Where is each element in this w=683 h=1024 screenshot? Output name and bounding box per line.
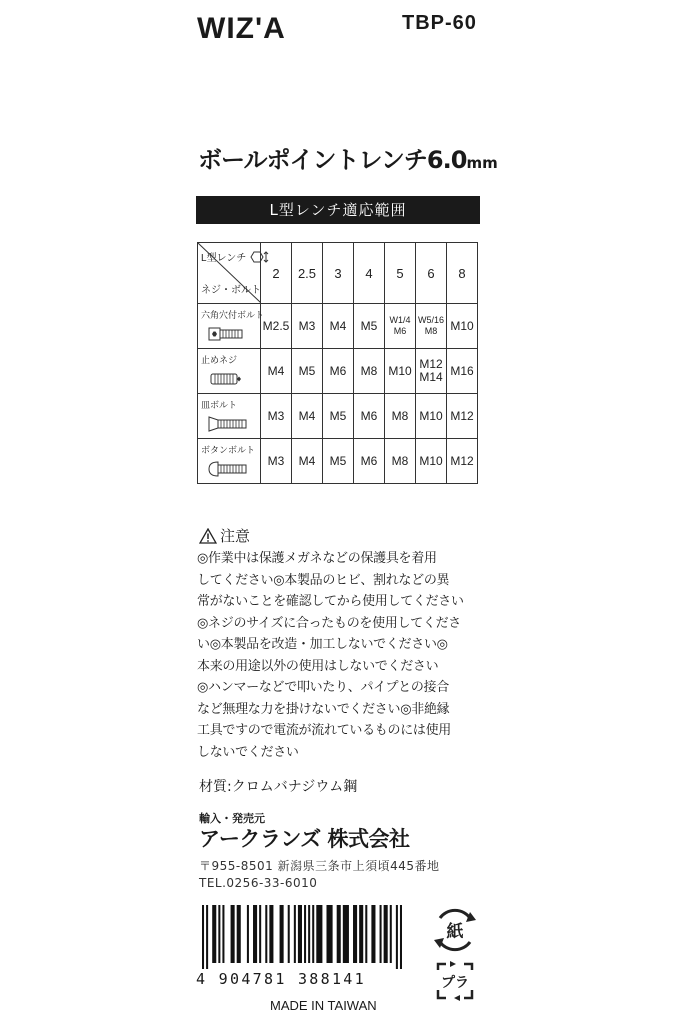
barcode-bar [294, 905, 296, 963]
barcode-image [196, 905, 408, 969]
barcode-bar [280, 905, 284, 963]
barcode-bar [337, 905, 341, 963]
table-cell: M4 [292, 394, 323, 439]
table-cell: M12 M14 [416, 349, 447, 394]
barcode-bar [312, 905, 314, 963]
table-cell: M6 [323, 349, 354, 394]
barcode-bar [353, 905, 357, 963]
socket-head-bolt-icon [208, 326, 244, 342]
table-cell: M4 [261, 349, 292, 394]
hex-wrench-icon [249, 251, 269, 263]
column-header: 8 [447, 243, 478, 304]
table-cell: W1/4 M6 [385, 304, 416, 349]
table-cell: M8 [385, 439, 416, 484]
table-cell: M10 [447, 304, 478, 349]
caution-line: 本来の用途以外の使用はしないでください [197, 658, 439, 674]
table-cell: M16 [447, 349, 478, 394]
table-row [198, 439, 478, 484]
table-cell: M10 [416, 394, 447, 439]
barcode-bar [396, 905, 398, 969]
table-cell: M5 [354, 304, 385, 349]
table-corner-cell [198, 243, 261, 304]
button-head-bolt-icon [208, 461, 248, 477]
product-unit: mm [466, 154, 498, 172]
row-header [198, 349, 261, 394]
caution-line: など無理な力を掛けないでください◎非絶縁 [197, 701, 450, 717]
caution-title: 注意 [220, 527, 251, 545]
row-label: 六角穴付ボルト [201, 310, 265, 320]
table-row [198, 394, 478, 439]
caution-line: ◎ネジのサイズに合ったものを使用してくださ [197, 615, 462, 631]
flat-head-bolt-icon [208, 416, 248, 432]
caution-line: してください◎本製品のヒビ、割れなどの異 [197, 572, 450, 588]
table-cell: M8 [354, 349, 385, 394]
barcode-bar [380, 905, 382, 963]
caution-line: しないでください [197, 744, 299, 760]
row-label: 止めネジ [201, 355, 238, 365]
barcode-bar [265, 905, 267, 963]
company-name: アークランズ 株式会社 [199, 827, 410, 851]
table-cell: M10 [385, 349, 416, 394]
table-cell: M8 [385, 394, 416, 439]
product-title [198, 140, 498, 175]
barcode-bar [288, 905, 290, 963]
table-cell: M4 [323, 304, 354, 349]
table-cell: M4 [292, 439, 323, 484]
barcode-bar [212, 905, 216, 963]
table-cell: M6 [354, 394, 385, 439]
table-cell: M3 [261, 394, 292, 439]
row-label: ボタンボルト [201, 445, 256, 455]
row-header [198, 394, 261, 439]
column-header: 2.5 [292, 243, 323, 304]
plastic-recycle-label: プラ [441, 975, 469, 991]
barcode-bar [237, 905, 241, 963]
importer-label: 輸入・発売元 [199, 812, 265, 825]
column-header: 6 [416, 243, 447, 304]
caution-line: 常がないことを確認してから使用してください [197, 594, 464, 609]
table-cell: W5/16 M8 [416, 304, 447, 349]
table-cell: M2.5 [261, 304, 292, 349]
barcode-bar [269, 905, 273, 963]
table-cell: M10 [416, 439, 447, 484]
table-row [198, 349, 478, 394]
company-phone: TEL.0256-33-6010 [199, 876, 318, 890]
section-banner: L型レンチ適応範囲 [196, 196, 480, 224]
plastic-recycle-icon [432, 958, 478, 1004]
row-header [198, 304, 265, 349]
table-cell: M5 [323, 439, 354, 484]
warning-triangle-icon [199, 528, 217, 544]
caution-text [197, 548, 487, 763]
table-cell: M12 [447, 439, 478, 484]
table-cell: M5 [323, 394, 354, 439]
set-screw-icon [208, 371, 244, 387]
column-header: 2 [261, 243, 292, 304]
barcode-bar [359, 905, 363, 963]
row-label: 皿ボルト [201, 400, 238, 410]
barcode-bar [365, 905, 367, 963]
barcode-bar [304, 905, 306, 963]
barcode-bar [371, 905, 375, 963]
barcode-number: 4 904781 388141 [196, 970, 366, 988]
barcode-bar [259, 905, 261, 963]
country-of-origin: MADE IN TAIWAN [270, 998, 377, 1013]
caution-line: 工具ですので電流が流れているものには使用 [197, 723, 452, 738]
barcode-bar [206, 905, 208, 969]
barcode-bar [400, 905, 402, 969]
table-cell: M6 [354, 439, 385, 484]
compatibility-table [197, 242, 478, 484]
barcode-bar [222, 905, 224, 963]
caution-line: ◎作業中は保護メガネなどの保護具を着用 [197, 551, 437, 566]
column-header: 3 [323, 243, 354, 304]
caution-line: ◎ハンマーなどで叩いたり、パイプとの接合 [197, 680, 449, 695]
corner-top-label: L型レンチ [201, 249, 269, 264]
paper-recycle-mark [432, 908, 478, 956]
column-header: 5 [385, 243, 416, 304]
product-name: ボールポイントレンチ6.0 [198, 146, 467, 174]
material-text: 材質:クロムバナジウム鋼 [199, 779, 358, 795]
brand-logo: WIZ'A [197, 12, 286, 45]
table-cell: M5 [292, 349, 323, 394]
table-header-row [198, 243, 478, 304]
barcode-bar [202, 905, 204, 969]
table-cell: M3 [261, 439, 292, 484]
company-address: 〒955-8501 新潟県三条市上須頃445番地 [199, 859, 440, 873]
barcode-bar [218, 905, 220, 963]
barcode-bar [384, 905, 388, 963]
barcode-bar [343, 905, 349, 963]
barcode-bar [326, 905, 332, 963]
table-cell: M12 [447, 394, 478, 439]
barcode-bar [298, 905, 302, 963]
barcode-bar [316, 905, 322, 963]
barcode-bar [308, 905, 310, 963]
table-cell: M3 [292, 304, 323, 349]
barcode-bar [231, 905, 235, 963]
barcode-bar [247, 905, 249, 963]
barcode-bar [253, 905, 257, 963]
corner-bottom-label: ネジ・ボルト [201, 285, 261, 296]
column-header: 4 [354, 243, 385, 304]
paper-recycle-label: 紙 [446, 922, 464, 942]
paper-recycle-icon [432, 908, 478, 952]
plastic-recycle-mark [432, 958, 478, 1008]
caution-heading [199, 525, 250, 546]
row-header [198, 439, 261, 484]
caution-line: い◎本製品を改造・加工しないでください◎ [197, 637, 448, 652]
barcode-bar [390, 905, 392, 963]
table-row [198, 304, 478, 349]
model-number: TBP-60 [402, 12, 477, 34]
